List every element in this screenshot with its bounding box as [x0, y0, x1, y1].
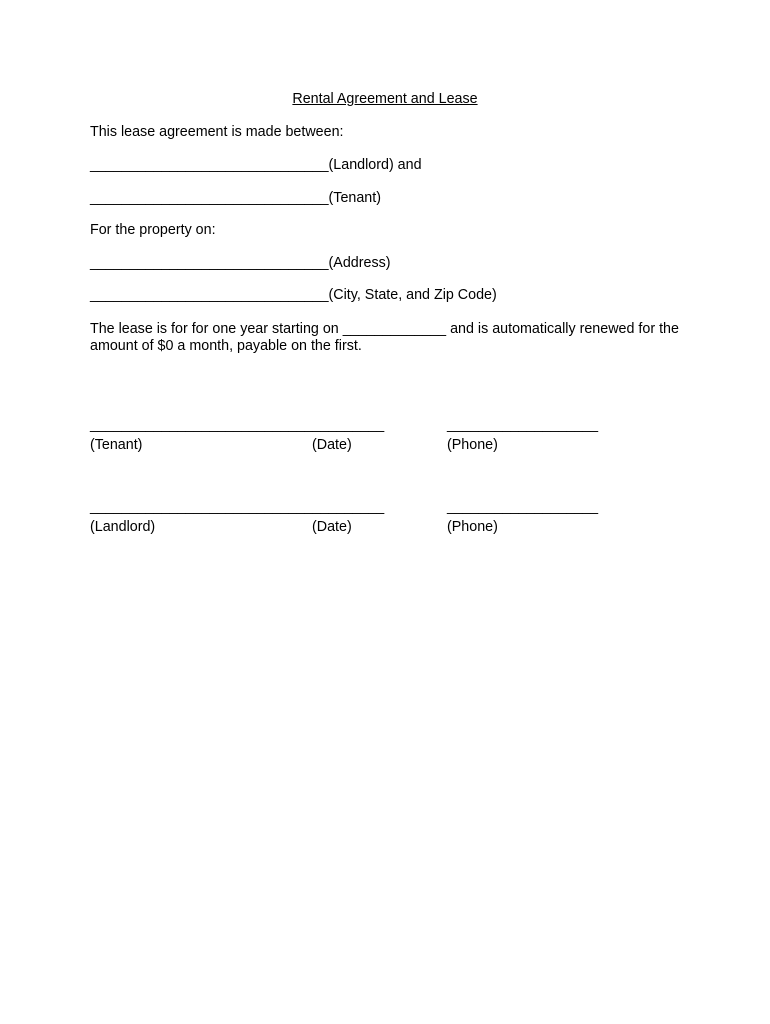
tenant-phone-label: (Phone) [447, 437, 498, 453]
city-state-zip-row [90, 287, 497, 304]
lease-terms-text-after: and is automatically renewed for the amount of $0 a month, payable on the first. [90, 321, 679, 354]
lease-terms-paragraph [90, 321, 692, 355]
document-title: Rental Agreement and Lease [292, 91, 478, 107]
landlord-label: (Landlord) and [328, 157, 422, 173]
tenant-name-blank[interactable]: ______________________________ [90, 190, 329, 206]
property-heading: For the property on: [90, 222, 216, 238]
intro-line: This lease agreement is made between: [90, 124, 344, 140]
tenant-label: (Tenant) [328, 190, 381, 206]
address-row [90, 255, 391, 272]
landlord-phone-blank[interactable]: ___________________ [447, 499, 599, 515]
landlord-row [90, 157, 422, 174]
address-label: (Address) [328, 255, 391, 271]
start-date-blank[interactable]: _____________ [342, 321, 447, 337]
landlord-phone-label: (Phone) [447, 519, 498, 535]
lease-terms-text-before: The lease is for for one year starting on [90, 321, 343, 337]
tenant-date-label: (Date) [312, 437, 352, 453]
landlord-date-label: (Date) [312, 519, 352, 535]
tenant-row [90, 190, 381, 207]
address-blank[interactable]: ______________________________ [90, 255, 329, 271]
landlord-signature-label: (Landlord) [90, 519, 156, 535]
tenant-signature-blank[interactable]: _____________________________________ [90, 417, 385, 433]
landlord-signature-blank[interactable]: _____________________________________ [90, 499, 385, 515]
tenant-phone-blank[interactable]: ___________________ [447, 417, 599, 433]
city-state-zip-label: (City, State, and Zip Code) [328, 287, 497, 303]
tenant-signature-label: (Tenant) [90, 437, 143, 453]
city-state-zip-blank[interactable]: ______________________________ [90, 287, 329, 303]
landlord-name-blank[interactable]: ______________________________ [90, 157, 329, 173]
